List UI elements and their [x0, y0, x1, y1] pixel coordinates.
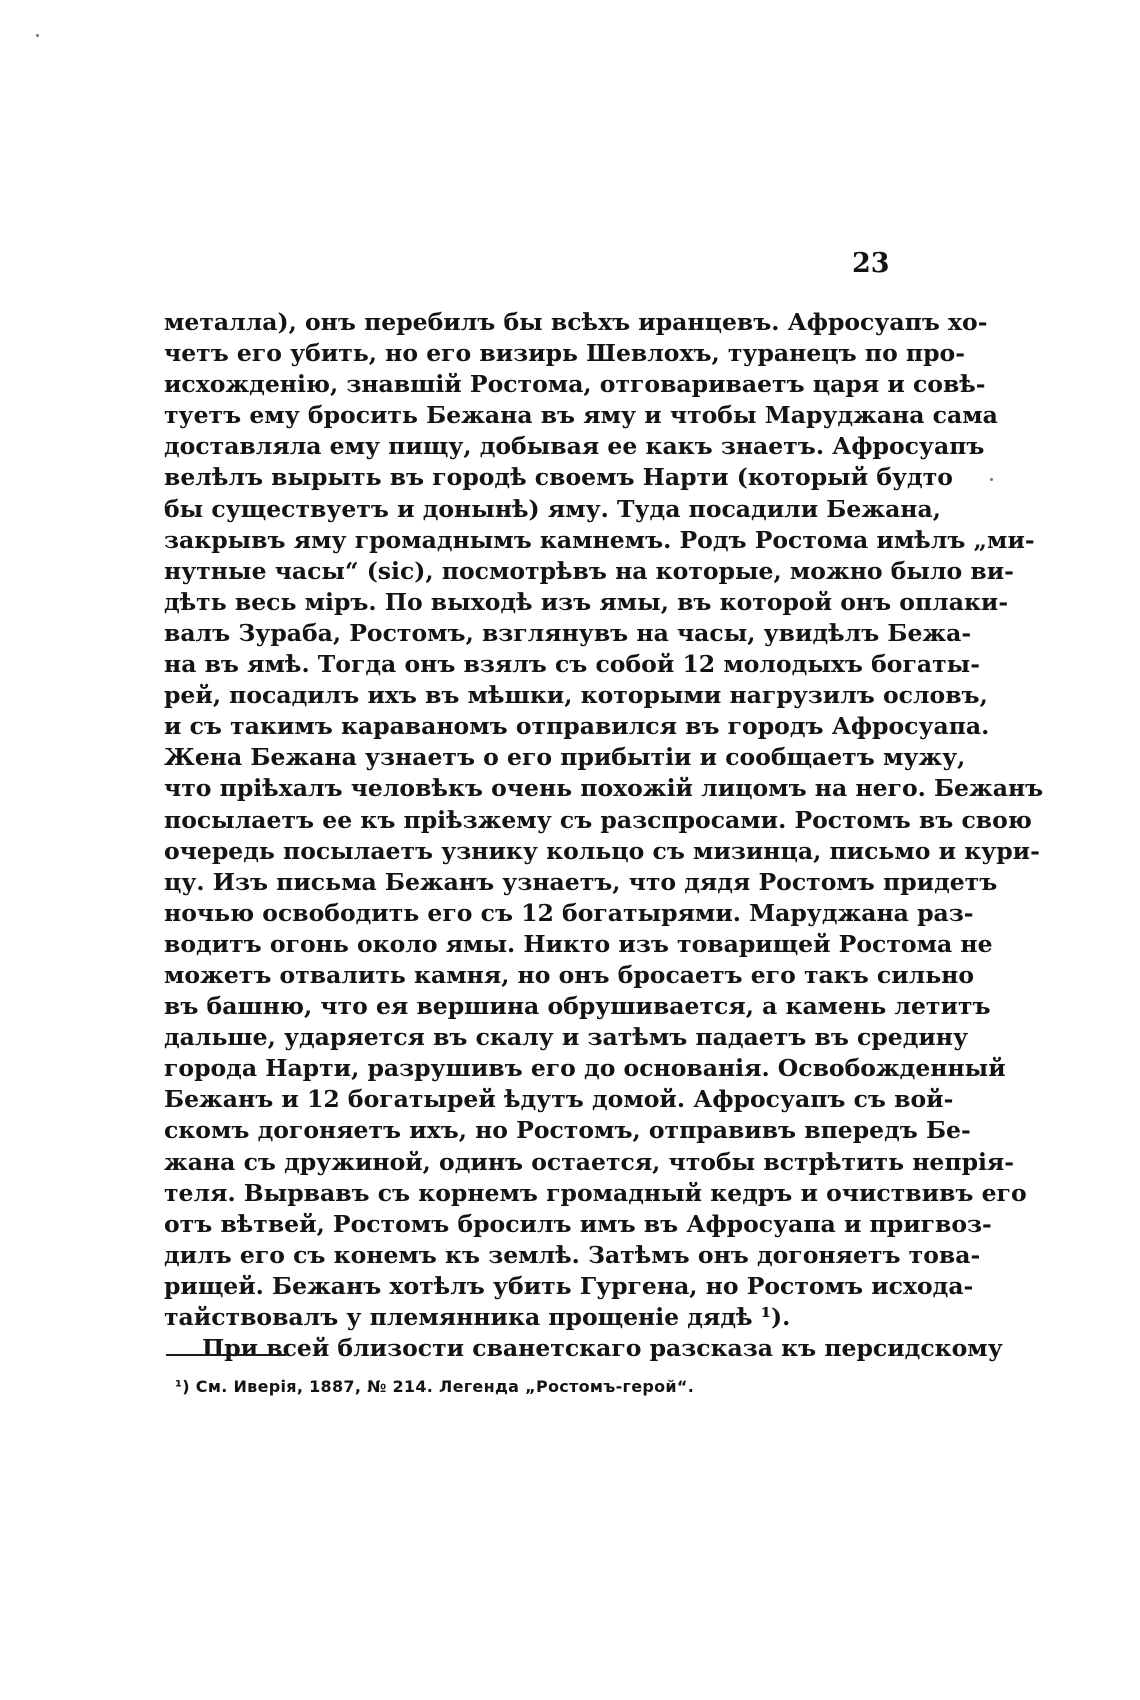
scan-speck	[36, 34, 39, 37]
text-line: Бежанъ и 12 богатырей ѣдутъ домой. Афросуапъ съ вой-	[164, 1085, 954, 1114]
text-line: бы существуетъ и донынѣ) яму. Туда посадили Бежана,	[164, 494, 941, 523]
text-line: доставляла ему пищу, добывая ее какъ знаетъ. Афросуапъ	[164, 432, 985, 461]
text-line: скомъ догоняетъ ихъ, но Ростомъ, отправивъ впередъ Бе-	[164, 1116, 971, 1145]
text-line: исхожденію, знавшій Ростома, отговариваетъ царя и совѣ-	[164, 370, 986, 399]
text-line: четъ его убить, но его визирь Шевлохъ, туранецъ по про-	[164, 339, 965, 368]
text-line: цу. Изъ письма Бежанъ узнаетъ, что дядя Ростомъ придетъ	[164, 867, 998, 896]
body-text	[164, 307, 1044, 1364]
text-line: жана съ дружиной, одинъ остается, чтобы встрѣтить непрія-	[164, 1147, 1015, 1176]
footnote: ¹) См. Иверія, 1887, № 214. Легенда „Ростомъ-герой“.	[175, 1377, 695, 1396]
text-line: въ башню, что ея вершина обрушивается, а камень летитъ	[164, 992, 991, 1021]
text-line: дилъ его съ конемъ къ землѣ. Затѣмъ онъ догоняетъ това-	[164, 1240, 981, 1269]
text-line: дальше, ударяется въ скалу и затѣмъ падаетъ въ средину	[164, 1023, 969, 1052]
paragraph-start-line: При всей близости сванетскаго разсказа къ персидскому	[202, 1334, 1003, 1363]
text-line: закрывъ яму громаднымъ камнемъ. Родъ Ростома имѣлъ „ми-	[164, 525, 1035, 554]
text-line: теля. Вырвавъ съ корнемъ громадный кедръ и очиствивъ его	[164, 1178, 1027, 1207]
text-line: рей, посадилъ ихъ въ мѣшки, которыми нагрузилъ ословъ,	[164, 681, 988, 710]
text-line: посылаетъ ее къ пріѣзжему съ разспросами. Ростомъ въ свою	[164, 805, 1032, 834]
text-line: туетъ ему бросить Бежана въ яму и чтобы Маруджана сама	[164, 401, 998, 430]
text-line: валъ Зураба, Ростомъ, взглянувъ на часы, увидѣлъ Бежа-	[164, 618, 972, 647]
text-line: очередь посылаетъ узнику кольцо съ мизинца, письмо и кури-	[164, 836, 1040, 865]
scan-speck	[990, 478, 993, 481]
text-line: металла), онъ перебилъ бы всѣхъ иранцевъ. Афросуапъ хо-	[164, 308, 988, 336]
text-line: рищей. Бежанъ хотѣлъ убить Гургена, но Ростомъ исхода-	[164, 1271, 974, 1300]
text-line: на въ ямѣ. Тогда онъ взялъ съ собой 12 молодыхъ богаты-	[164, 650, 980, 679]
text-line: города Нарти, разрушивъ его до основанія. Освобожденный	[164, 1054, 1006, 1083]
text-line: водитъ огонь около ямы. Никто изъ товарищей Ростома не	[164, 929, 993, 958]
text-line: отъ вѣтвей, Ростомъ бросилъ имъ въ Афросуапа и пригвоз-	[164, 1209, 992, 1238]
text-line: велѣлъ вырыть въ городѣ своемъ Нарти (который будто	[164, 463, 953, 492]
footnote-divider	[166, 1354, 286, 1356]
text-line: можетъ отвалить камня, но онъ бросаетъ его такъ сильно	[164, 960, 975, 989]
text-line: и съ такимъ караваномъ отправился въ городъ Афросуапа.	[164, 712, 990, 741]
text-line: Жена Бежана узнаетъ о его прибытіи и сообщаетъ мужу,	[164, 743, 966, 772]
text-line: дѣть весь міръ. По выходѣ изъ ямы, въ которой онъ оплаки-	[164, 587, 1009, 616]
page-number: 23	[852, 248, 890, 279]
text-line: что пріѣхалъ человѣкъ очень похожій лицомъ на него. Бежанъ	[164, 774, 1044, 803]
paragraph-end-line: тайствовалъ у племянника прощеніе дядѣ ¹).	[164, 1303, 791, 1331]
text-line: нутные часы“ (sic), посмотрѣвъ на которые, можно было ви-	[164, 556, 1014, 585]
text-line: ночью освободить его съ 12 богатырями. Маруджана раз-	[164, 898, 974, 927]
